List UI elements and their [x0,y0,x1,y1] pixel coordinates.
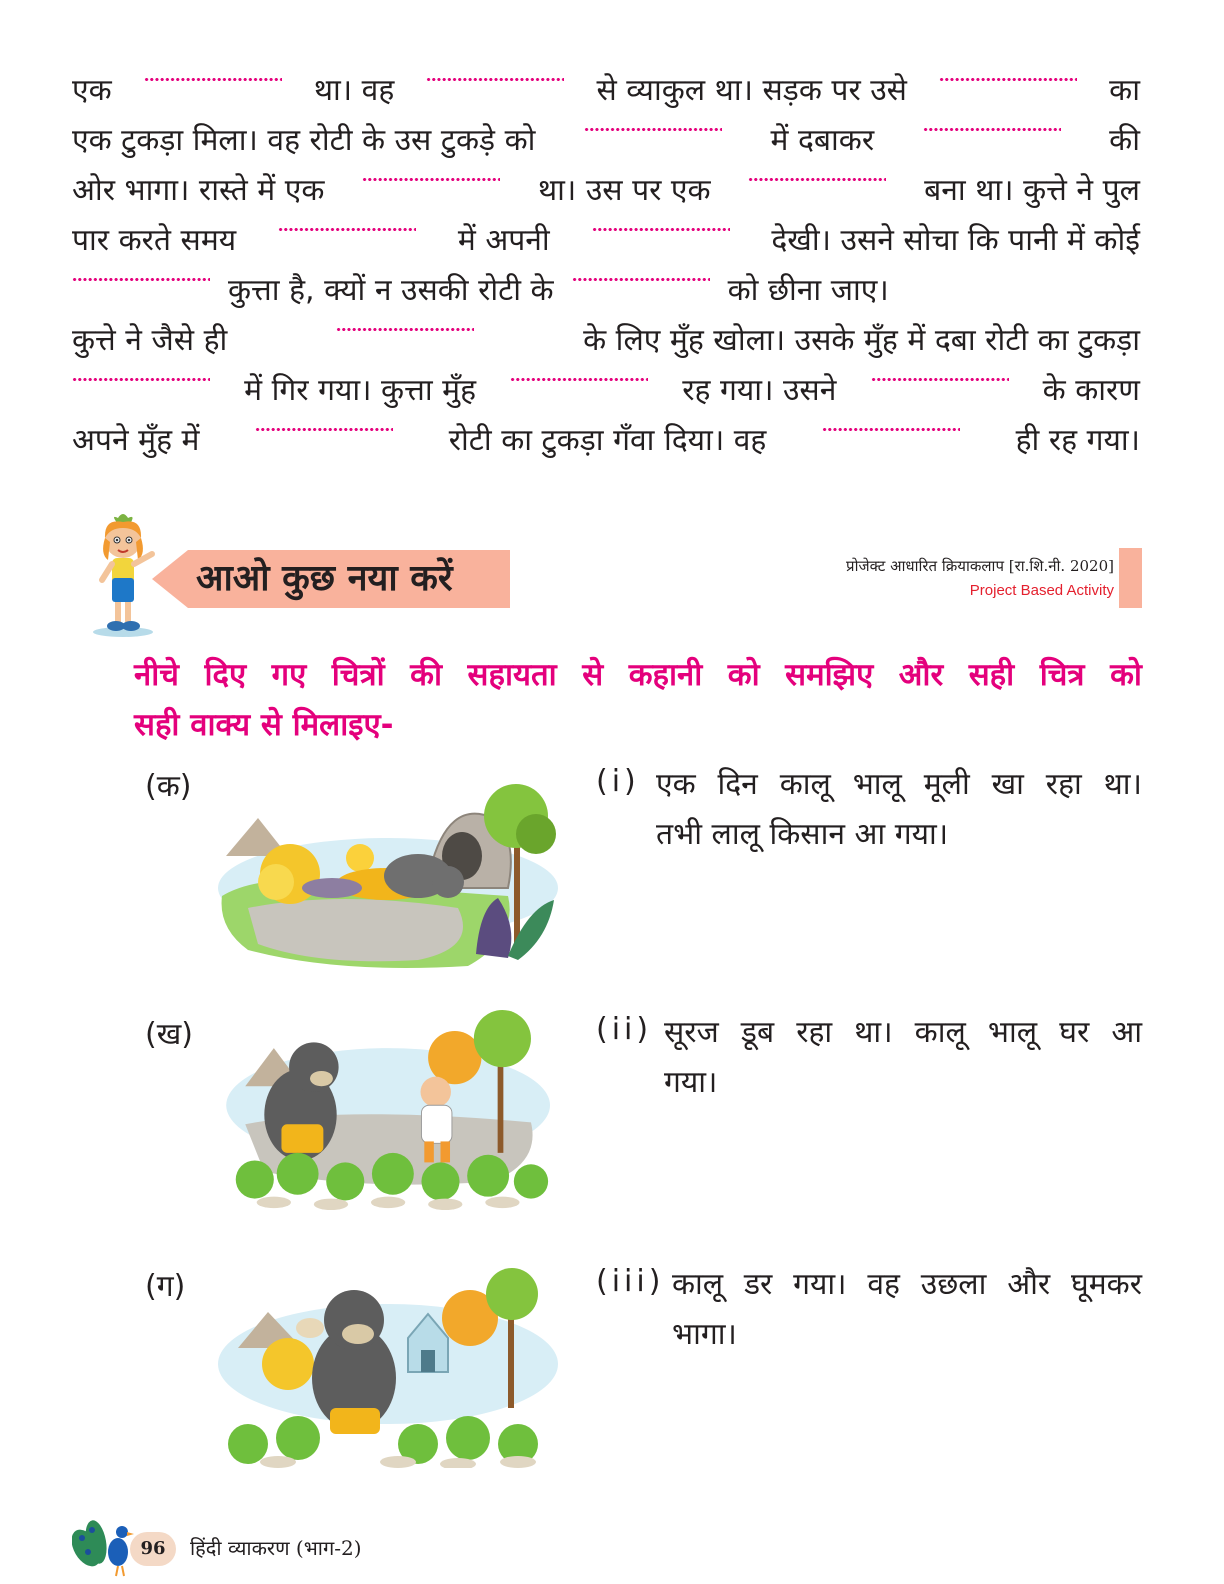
sentence-number-ii: (ii) [596,1012,653,1047]
sentence-number-i: (i) [596,764,640,799]
paragraph-text: में गिर गया। कुत्ता मुँह [244,372,476,408]
paragraph-text: के कारण [1042,372,1140,408]
paragraph-line-1 [72,68,1140,108]
section-title: आओ कुछ नया करें [196,558,453,599]
sentence-word: कालू [914,1015,966,1050]
instruction-word: से [582,657,604,693]
sentence-i-line-2: तभी लालू किसान आ गया। [656,817,949,852]
sentence-iii-line-1 [672,1260,1142,1310]
sentence-word: और [1007,1267,1051,1302]
sentence-number-iii: (iii) [596,1264,665,1299]
sentence-word: था। [1103,767,1142,802]
picture-label-ga: (ग) [145,1269,186,1304]
instruction-word: सही [968,657,1015,693]
paragraph-text: पार करते समय [72,222,237,258]
blank-dotted-line[interactable] [748,172,886,186]
sentence-i [656,760,1142,860]
picture-label-ka: (क) [145,769,192,804]
blank-dotted-line[interactable] [362,172,500,186]
instruction-word: चित्रों [331,657,385,693]
sentence-word: सूरज [664,1015,719,1050]
blank-dotted-line[interactable] [871,372,1009,386]
project-tag-english: Project Based Activity [969,582,1114,599]
paragraph-text: ही रह गया। [1015,422,1140,458]
sentence-ii-line-2: गया। [664,1065,718,1100]
sentence-word: घर [1059,1015,1090,1050]
blank-dotted-line[interactable] [592,222,730,236]
picture-label-kha: (ख) [145,1017,193,1052]
sentence-word: एक [656,767,696,802]
sentence-word: उछला [920,1267,987,1302]
paragraph-line-3 [72,168,1140,208]
instruction-word: की [410,657,442,693]
paragraph-line-4 [72,218,1140,258]
blank-dotted-line[interactable] [510,372,648,386]
sentence-word: कालू [672,1267,724,1302]
sentence-word: रहा [796,1015,833,1050]
paragraph-text: के लिए मुँह खोला। उसके मुँह में दबा रोटी का टुकड़ा [583,322,1140,358]
bear-running-farmer-scene[interactable] [218,1010,563,1210]
sentence-word: भालू [987,1015,1038,1050]
blank-dotted-line[interactable] [923,122,1061,136]
sentence-ii [664,1008,1142,1108]
instruction-word: गए [271,657,307,693]
paragraph-text: था। वह [313,72,395,108]
sentence-i-line-1 [656,760,1142,810]
paragraph-text: एक [72,72,112,108]
paragraph-text: की [1109,122,1140,158]
sentence-word: डर [743,1267,773,1302]
paragraph-line-7 [72,368,1140,408]
instruction-text [134,650,1142,750]
paragraph-text: था। उस पर एक [537,172,711,208]
project-tag-bar [1119,548,1142,608]
paragraph-text: रह गया। उसने [682,372,837,408]
blank-dotted-line[interactable] [336,322,474,336]
blank-dotted-line[interactable] [426,72,564,86]
sentence-word: मूली [923,767,970,802]
paragraph-text: से व्याकुल था। सड़क पर उसे [596,72,907,108]
instruction-word: और [898,657,944,693]
sentence-word: था। [854,1015,893,1050]
sentence-word: खा [991,767,1024,802]
blank-dotted-line[interactable] [278,222,416,236]
paragraph-text: को छीना जाए। [727,272,889,308]
paragraph-text: का [1109,72,1140,108]
blank-dotted-line[interactable] [822,422,960,436]
project-tag-hindi: प्रोजेक्ट आधारित क्रियाकलाप [रा.शि.नी. 2020] [846,557,1114,575]
book-title: हिंदी व्याकरण (भाग-2) [190,1536,362,1560]
paragraph-line-2 [72,118,1140,158]
paragraph-text: अपने मुँह में [72,422,200,458]
paragraph-line-5 [72,268,907,308]
sentence-iii [672,1260,1142,1360]
sentence-word: रहा [1045,767,1082,802]
peacock-logo-icon [72,1508,138,1578]
paragraph-text: रोटी का टुकड़ा गँवा दिया। वह [448,422,767,458]
sentence-iii-line-2: भागा। [672,1317,737,1352]
paragraph-text: एक टुकड़ा मिला। वह रोटी के उस टुकड़े को [72,122,536,158]
sentence-word: वह [867,1267,900,1302]
blank-dotted-line[interactable] [939,72,1077,86]
instruction-word: नीचे [134,657,179,693]
instruction-word: सहायता [467,657,557,693]
sentence-ii-line-1 [664,1008,1142,1058]
sentence-word: भालू [852,767,902,802]
paragraph-text: ओर भागा। रास्ते में एक [72,172,325,208]
paragraph-text: में अपनी [457,222,550,258]
instruction-word: को [727,657,760,693]
blank-dotted-line[interactable] [572,272,710,286]
paragraph-line-6 [72,318,1140,358]
bear-eating-radish-scene[interactable] [218,1268,563,1468]
bear-resting-scene[interactable] [218,778,563,978]
paragraph-text: कुत्ते ने जैसे ही [72,322,228,358]
paragraph-text: देखी। उसने सोचा कि पानी में कोई [771,222,1140,258]
blank-dotted-line[interactable] [72,272,210,286]
instruction-word: कहानी [628,657,703,693]
sentence-word: दिन [717,767,758,802]
blank-dotted-line[interactable] [72,372,210,386]
page-number: 96 [130,1532,176,1566]
paragraph-text: बना था। कुत्ते ने पुल [924,172,1140,208]
instruction-line-1 [134,650,1142,700]
sentence-word: आ [1111,1015,1142,1050]
sentence-word: कालू [779,767,831,802]
blank-dotted-line[interactable] [255,422,393,436]
paragraph-line-8 [72,418,1140,458]
paragraph-text: कुत्ता है, क्यों न उसकी रोटी के [228,272,554,308]
sentence-word: डूब [740,1015,775,1050]
instruction-word: चित्र [1039,657,1085,693]
instruction-word: समझिए [785,657,874,693]
blank-dotted-line[interactable] [144,72,282,86]
instruction-line-2: सही वाक्य से मिलाइए- [134,707,394,743]
sentence-word: गया। [793,1267,847,1302]
sentence-word: घूमकर [1070,1267,1142,1302]
blank-dotted-line[interactable] [584,122,722,136]
instruction-word: को [1110,657,1142,693]
paragraph-text: में दबाकर [770,122,875,158]
instruction-word: दिए [204,657,247,693]
